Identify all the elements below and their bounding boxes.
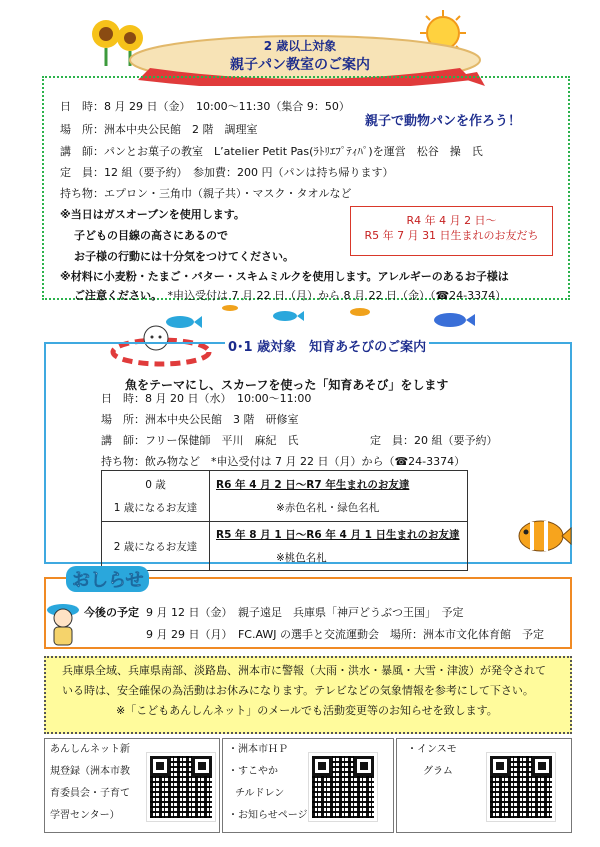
city-hp-line4: ・お知らせページ (228, 810, 308, 821)
section1-note-apply: ご注意ください。 *申込受付は 7 月 22 日（月）から 8 月 22 日（金）（☎24-3374） (74, 289, 507, 302)
anshin-net-line1: あんしんネット新 (50, 744, 130, 755)
city-hp-line2: ・すこやか (228, 766, 278, 777)
warning-notice (44, 656, 572, 734)
section1-row-instructor: 講 師：パンとお菓子の教室 L’atelier Petit Pas(ﾗﾄﾘｴﾌﾟﾃｨﾊﾟ)を運営 松谷 操 氏 (60, 145, 483, 158)
section1-note-oven: ※当日はガスオーブンを使用します。 (60, 208, 245, 221)
section3-label: 今後の予定 (84, 606, 139, 619)
section1-age-line2: R5 年 7 月 31 日生まれのお友だち (364, 229, 539, 242)
section2-row-datetime: 日 時：8 月 20 日（水） 10:00～11:00 (101, 392, 312, 405)
section1-note-eyelevel: 子どもの目線の高さにあるので (74, 229, 228, 242)
section2-row-items: 持ち物：飲み物など *申込受付は 7 月 22 日（月）から（☎24-3374） (101, 455, 466, 468)
qr-code-anshin-net[interactable] (147, 753, 215, 821)
section1-target-age: 2 歳以上対象 (263, 39, 337, 53)
section2-row-instructor: 講 師：フリー保健師 平川 麻紀 氏 (101, 434, 299, 447)
section3-line2: 9 月 29 日（月） FC.AWJ の選手と交流運動会 場所：洲本市文化体育館 予定 (146, 628, 545, 641)
city-hp-box (222, 738, 394, 833)
section1-note-allergy: ※材料に小麦粉・たまご・バター・スキムミルクを使用します。アレルギーのあるお子様は (60, 270, 509, 283)
section1-slogan: 親子で動物パンを作ろう！ (365, 114, 522, 129)
anshin-net-line2: 規登録（洲本市教 (50, 766, 130, 777)
section1-row-items: 持ち物：エプロン・三角巾（親子共）・マスク・タオルなど (60, 187, 352, 200)
notice-line1: 兵庫県全域、兵庫県南部、淡路島、洲本市に警報（大雨・洪水・暴風・大雪・津波）が発令されて (62, 664, 546, 677)
section1-age-box (350, 206, 553, 256)
section1-row-datetime: 日 時：8 月 29 日（金） 10:00～11:30（集合 9：50） (60, 100, 350, 113)
instagram-line2: グラム (423, 766, 453, 777)
section1-title: 親子パン教室のご案内 (230, 57, 370, 73)
range-cell: R5 年 8 月 1 日～R6 年 4 月 1 日生まれのお友達 ※桃色名札 (210, 522, 468, 571)
qr-code-instagram[interactable] (487, 753, 555, 821)
city-hp-line3: チルドレン (235, 788, 285, 799)
child-hat-illustration (46, 598, 80, 646)
section2-lead: 魚をテーマにし、スカーフを使った「知育あそび」をします (125, 378, 449, 392)
section1-age-line1: R4 年 4 月 2 日～ (406, 214, 497, 227)
notice-line2: いる時は、安全確保の為活動はお休みになります。テレビなどの気象情報を参考にして下さい。 (62, 684, 534, 697)
section1-note-caution: お子様の行動には十分気をつけてください。 (74, 250, 294, 263)
age-cell: 2 歳になるお友達 (102, 522, 210, 571)
table-row (102, 522, 468, 571)
anshin-net-box (44, 738, 220, 833)
age-cell: 0 歳 1 歳になるお友達 (102, 471, 210, 522)
anshin-net-line4: 学習センター） (50, 810, 120, 821)
instagram-line1: ・インスモ (407, 744, 457, 755)
section2-row-place: 場 所：洲本中央公民館 3 階 研修室 (101, 413, 299, 426)
section2-capacity: 定 員：20 組（要予約） (370, 434, 498, 447)
section3-line1: 9 月 12 日（金） 親子遠足 兵庫県「神戸どうぶつ王国」 予定 (146, 606, 464, 619)
instagram-box (396, 738, 572, 833)
range-cell: R6 年 4 月 2 日～R7 年生まれのお友達 ※赤色名札・緑色名札 (210, 471, 468, 522)
city-hp-line1: ・洲本市ＨＰ (228, 744, 288, 755)
qr-code-city-hp[interactable] (309, 753, 377, 821)
section2-title: 0･1 歳対象 知育あそびのご案内 (225, 336, 429, 355)
section1-row-place: 場 所：洲本中央公民館 2 階 調理室 (60, 123, 258, 136)
clownfish-illustration (514, 512, 572, 558)
anshin-net-line3: 育委員会・子育て (50, 788, 130, 799)
notice-line3: ※「こどもあんしんネット」のメールでも活動変更等のお知らせを致します。 (116, 704, 498, 717)
section2-age-table (101, 470, 468, 571)
section3-heading: おしらせ (66, 566, 149, 592)
section1-row-capacity: 定 員：12 組（要予約） 参加費：200 円（パンは持ち帰ります） (60, 166, 394, 179)
table-row (102, 471, 468, 522)
